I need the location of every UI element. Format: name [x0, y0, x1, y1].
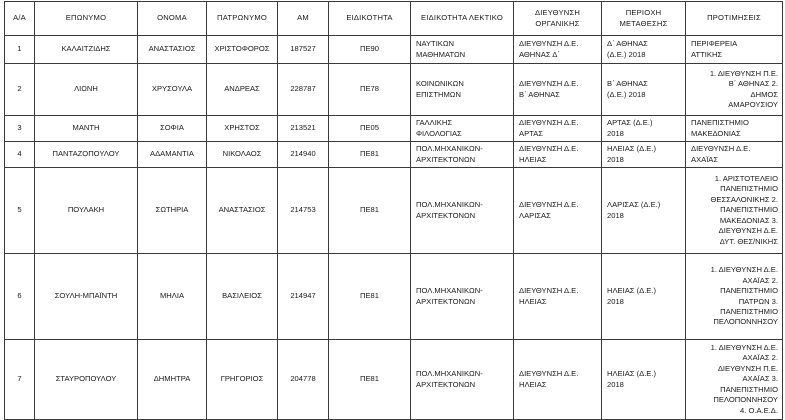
cell-name: ΣΩΤΗΡΙΑ: [138, 168, 207, 254]
cell-am: 214753: [278, 168, 329, 254]
table-row: [5, 116, 783, 142]
cell-specialty: ΠΕ81: [329, 168, 411, 254]
cell-aa: 2: [5, 64, 35, 116]
cell-am: 187527: [278, 36, 329, 64]
cell-specialty: ΠΕ81: [329, 142, 411, 168]
header-transfer-area: ΠΕΡΙΟΧΗ ΜΕΤΑΘΕΣΗΣ: [602, 2, 686, 36]
header-father-name: ΠΑΤΡΩΝΥΜΟ: [207, 2, 278, 36]
cell-organic-directorate: ΔΙΕΥΘΥΝΣΗ Δ.Ε. ΑΡΤΑΣ: [514, 116, 602, 142]
cell-specialty: ΠΕ90: [329, 36, 411, 64]
cell-specialty: ΠΕ81: [329, 254, 411, 340]
cell-surname: ΣΤΑΥΡΟΠΟΥΛΟΥ: [35, 340, 138, 420]
cell-am: 214947: [278, 254, 329, 340]
cell-preferences: ΠΕΡΙΦΕΡΕΙΑ ΑΤΤΙΚΗΣ: [686, 36, 783, 64]
transfers-table: [4, 1, 783, 420]
cell-transfer-area: ΛΑΡΙΣΑΣ (Δ.Ε.) 2018: [602, 168, 686, 254]
cell-father-name: ΝΙΚΟΛΑΟΣ: [207, 142, 278, 168]
header-name: ΟΝΟΜΑ: [138, 2, 207, 36]
table-row: [5, 254, 783, 340]
cell-organic-directorate: ΔΙΕΥΘΥΝΣΗ Δ.Ε. ΗΛΕΙΑΣ: [514, 254, 602, 340]
cell-father-name: ΧΡΙΣΤΟΦΟΡΟΣ: [207, 36, 278, 64]
cell-aa: 6: [5, 254, 35, 340]
cell-aa: 7: [5, 340, 35, 420]
cell-organic-directorate: ΔΙΕΥΘΥΝΣΗ Δ.Ε. ΛΑΡΙΣΑΣ: [514, 168, 602, 254]
cell-specialty: ΠΕ81: [329, 340, 411, 420]
cell-transfer-area: ΗΛΕΙΑΣ (Δ.Ε.) 2018: [602, 142, 686, 168]
cell-preferences: 1. ΔΙΕΥΘΥΝΣΗ Δ.Ε. ΑΧΑΪΑΣ 2. ΔΙΕΥΘΥΝΣΗ Π.Ε. ΑΧΑΪΑΣ 3. ΠΑΝΕΠΙΣΤΗΜΙΟ ΠΕΛΟΠΟΝΝΗΣΟΥ 4. Ο.Α.Ε.Δ.: [686, 340, 783, 420]
header-am: ΑΜ: [278, 2, 329, 36]
cell-surname: ΚΑΛΑΙΤΖΙΔΗΣ: [35, 36, 138, 64]
cell-transfer-area: Β΄ ΑΘΗΝΑΣ (Δ.Ε.) 2018: [602, 64, 686, 116]
cell-surname: ΜΑΝΤΗ: [35, 116, 138, 142]
cell-aa: 3: [5, 116, 35, 142]
cell-surname: ΠΟΥΛΑΚΗ: [35, 168, 138, 254]
cell-name: ΣΟΦΙΑ: [138, 116, 207, 142]
table-row: [5, 168, 783, 254]
cell-surname: ΣΟΥΛΗ-ΜΠΑΪΝΤΗ: [35, 254, 138, 340]
cell-preferences: 1. ΔΙΕΥΘΥΝΣΗ Π.Ε. Β΄ ΑΘΗΝΑΣ 2. ΔΗΜΟΣ ΑΜΑΡΟΥΣΙΟΥ: [686, 64, 783, 116]
cell-specialty-text: ΠΟΛ.ΜΗΧΑΝΙΚΩΝ- ΑΡΧΙΤΕΚΤΟΝΩΝ: [411, 168, 514, 254]
header-row: [5, 2, 783, 36]
table-row: [5, 64, 783, 116]
cell-specialty-text: ΝΑΥΤΙΚΩΝ ΜΑΘΗΜΑΤΩΝ: [411, 36, 514, 64]
header-preferences: ΠΡΟΤΙΜΗΣΕΙΣ: [686, 2, 783, 36]
cell-father-name: ΑΝΑΣΤΑΣΙΟΣ: [207, 168, 278, 254]
cell-organic-directorate: ΔΙΕΥΘΥΝΣΗ Δ.Ε. Β΄ ΑΘΗΝΑΣ: [514, 64, 602, 116]
cell-specialty-text: ΠΟΛ.ΜΗΧΑΝΙΚΩΝ- ΑΡΧΙΤΕΚΤΟΝΩΝ: [411, 254, 514, 340]
cell-preferences: 1. ΔΙΕΥΘΥΝΣΗ Δ.Ε. ΑΧΑΪΑΣ 2. ΠΑΝΕΠΙΣΤΗΜΙΟ ΠΑΤΡΩΝ 3. ΠΑΝΕΠΙΣΤΗΜΙΟ ΠΕΛΟΠΟΝΝΗΣΟΥ: [686, 254, 783, 340]
cell-aa: 1: [5, 36, 35, 64]
cell-name: ΑΔΑΜΑΝΤΙΑ: [138, 142, 207, 168]
cell-name: ΔΗΜΗΤΡΑ: [138, 340, 207, 420]
cell-transfer-area: ΑΡΤΑΣ (Δ.Ε.) 2018: [602, 116, 686, 142]
cell-organic-directorate: ΔΙΕΥΘΥΝΣΗ Δ.Ε. ΗΛΕΙΑΣ: [514, 340, 602, 420]
cell-specialty: ΠΕ78: [329, 64, 411, 116]
header-organic-directorate: ΔΙΕΥΘΥΝΣΗ ΟΡΓΑΝΙΚΗΣ: [514, 2, 602, 36]
cell-organic-directorate: ΔΙΕΥΘΥΝΣΗ Δ.Ε. ΗΛΕΙΑΣ: [514, 142, 602, 168]
cell-aa: 5: [5, 168, 35, 254]
cell-surname: ΛΙΩΝΗ: [35, 64, 138, 116]
table-row: [5, 36, 783, 64]
cell-transfer-area: Δ΄ ΑΘΗΝΑΣ (Δ.Ε.) 2018: [602, 36, 686, 64]
cell-am: 214940: [278, 142, 329, 168]
cell-preferences: ΠΑΝΕΠΙΣΤΗΜΙΟ ΜΑΚΕΔΟΝΙΑΣ: [686, 116, 783, 142]
cell-name: ΜΗΛΙΑ: [138, 254, 207, 340]
cell-surname: ΠΑΝΤΑΖΟΠΟΥΛΟΥ: [35, 142, 138, 168]
cell-organic-directorate: ΔΙΕΥΘΥΝΣΗ Δ.Ε. ΑΘΗΝΑΣ Δ΄: [514, 36, 602, 64]
cell-father-name: ΓΡΗΓΟΡΙΟΣ: [207, 340, 278, 420]
cell-am: 213521: [278, 116, 329, 142]
cell-aa: 4: [5, 142, 35, 168]
cell-name: ΑΝΑΣΤΑΣΙΟΣ: [138, 36, 207, 64]
cell-am: 228787: [278, 64, 329, 116]
header-specialty-text: ΕΙΔΙΚΟΤΗΤΑ ΛΕΚΤΙΚΟ: [411, 2, 514, 36]
cell-name: ΧΡΥΣΟΥΛΑ: [138, 64, 207, 116]
table-row: [5, 340, 783, 420]
cell-specialty: ΠΕ05: [329, 116, 411, 142]
cell-preferences: ΔΙΕΥΘΥΝΣΗ Δ.Ε. ΑΧΑΪΑΣ: [686, 142, 783, 168]
cell-father-name: ΧΡΗΣΤΟΣ: [207, 116, 278, 142]
cell-preferences: 1. ΑΡΙΣΤΟΤΕΛΕΙΟ ΠΑΝΕΠΙΣΤΗΜΙΟ ΘΕΣΣΑΛΟΝΙΚΗΣ 2. ΠΑΝΕΠΙΣΤΗΜΙΟ ΜΑΚΕΔΟΝΙΑΣ 3. ΔΙΕΥΘΥΝΣΗ Δ.Ε. ΔΥΤ. ΘΕΣ/ΝΙΚΗΣ: [686, 168, 783, 254]
header-surname: ΕΠΩΝΥΜΟ: [35, 2, 138, 36]
header-specialty: ΕΙΔΙΚΟΤΗΤΑ: [329, 2, 411, 36]
table-row: [5, 142, 783, 168]
header-aa: Α/Α: [5, 2, 35, 36]
cell-specialty-text: ΠΟΛ.ΜΗΧΑΝΙΚΩΝ- ΑΡΧΙΤΕΚΤΟΝΩΝ: [411, 142, 514, 168]
cell-transfer-area: ΗΛΕΙΑΣ (Δ.Ε.) 2018: [602, 254, 686, 340]
cell-am: 204778: [278, 340, 329, 420]
cell-father-name: ΒΑΣΙΛΕΙΟΣ: [207, 254, 278, 340]
cell-specialty-text: ΚΟΙΝΩΝΙΚΩΝ ΕΠΙΣΤΗΜΩΝ: [411, 64, 514, 116]
cell-father-name: ΑΝΔΡΕΑΣ: [207, 64, 278, 116]
cell-transfer-area: ΗΛΕΙΑΣ (Δ.Ε.) 2018: [602, 340, 686, 420]
cell-specialty-text: ΓΑΛΛΙΚΗΣ ΦΙΛΟΛΟΓΙΑΣ: [411, 116, 514, 142]
cell-specialty-text: ΠΟΛ.ΜΗΧΑΝΙΚΩΝ- ΑΡΧΙΤΕΚΤΟΝΩΝ: [411, 340, 514, 420]
